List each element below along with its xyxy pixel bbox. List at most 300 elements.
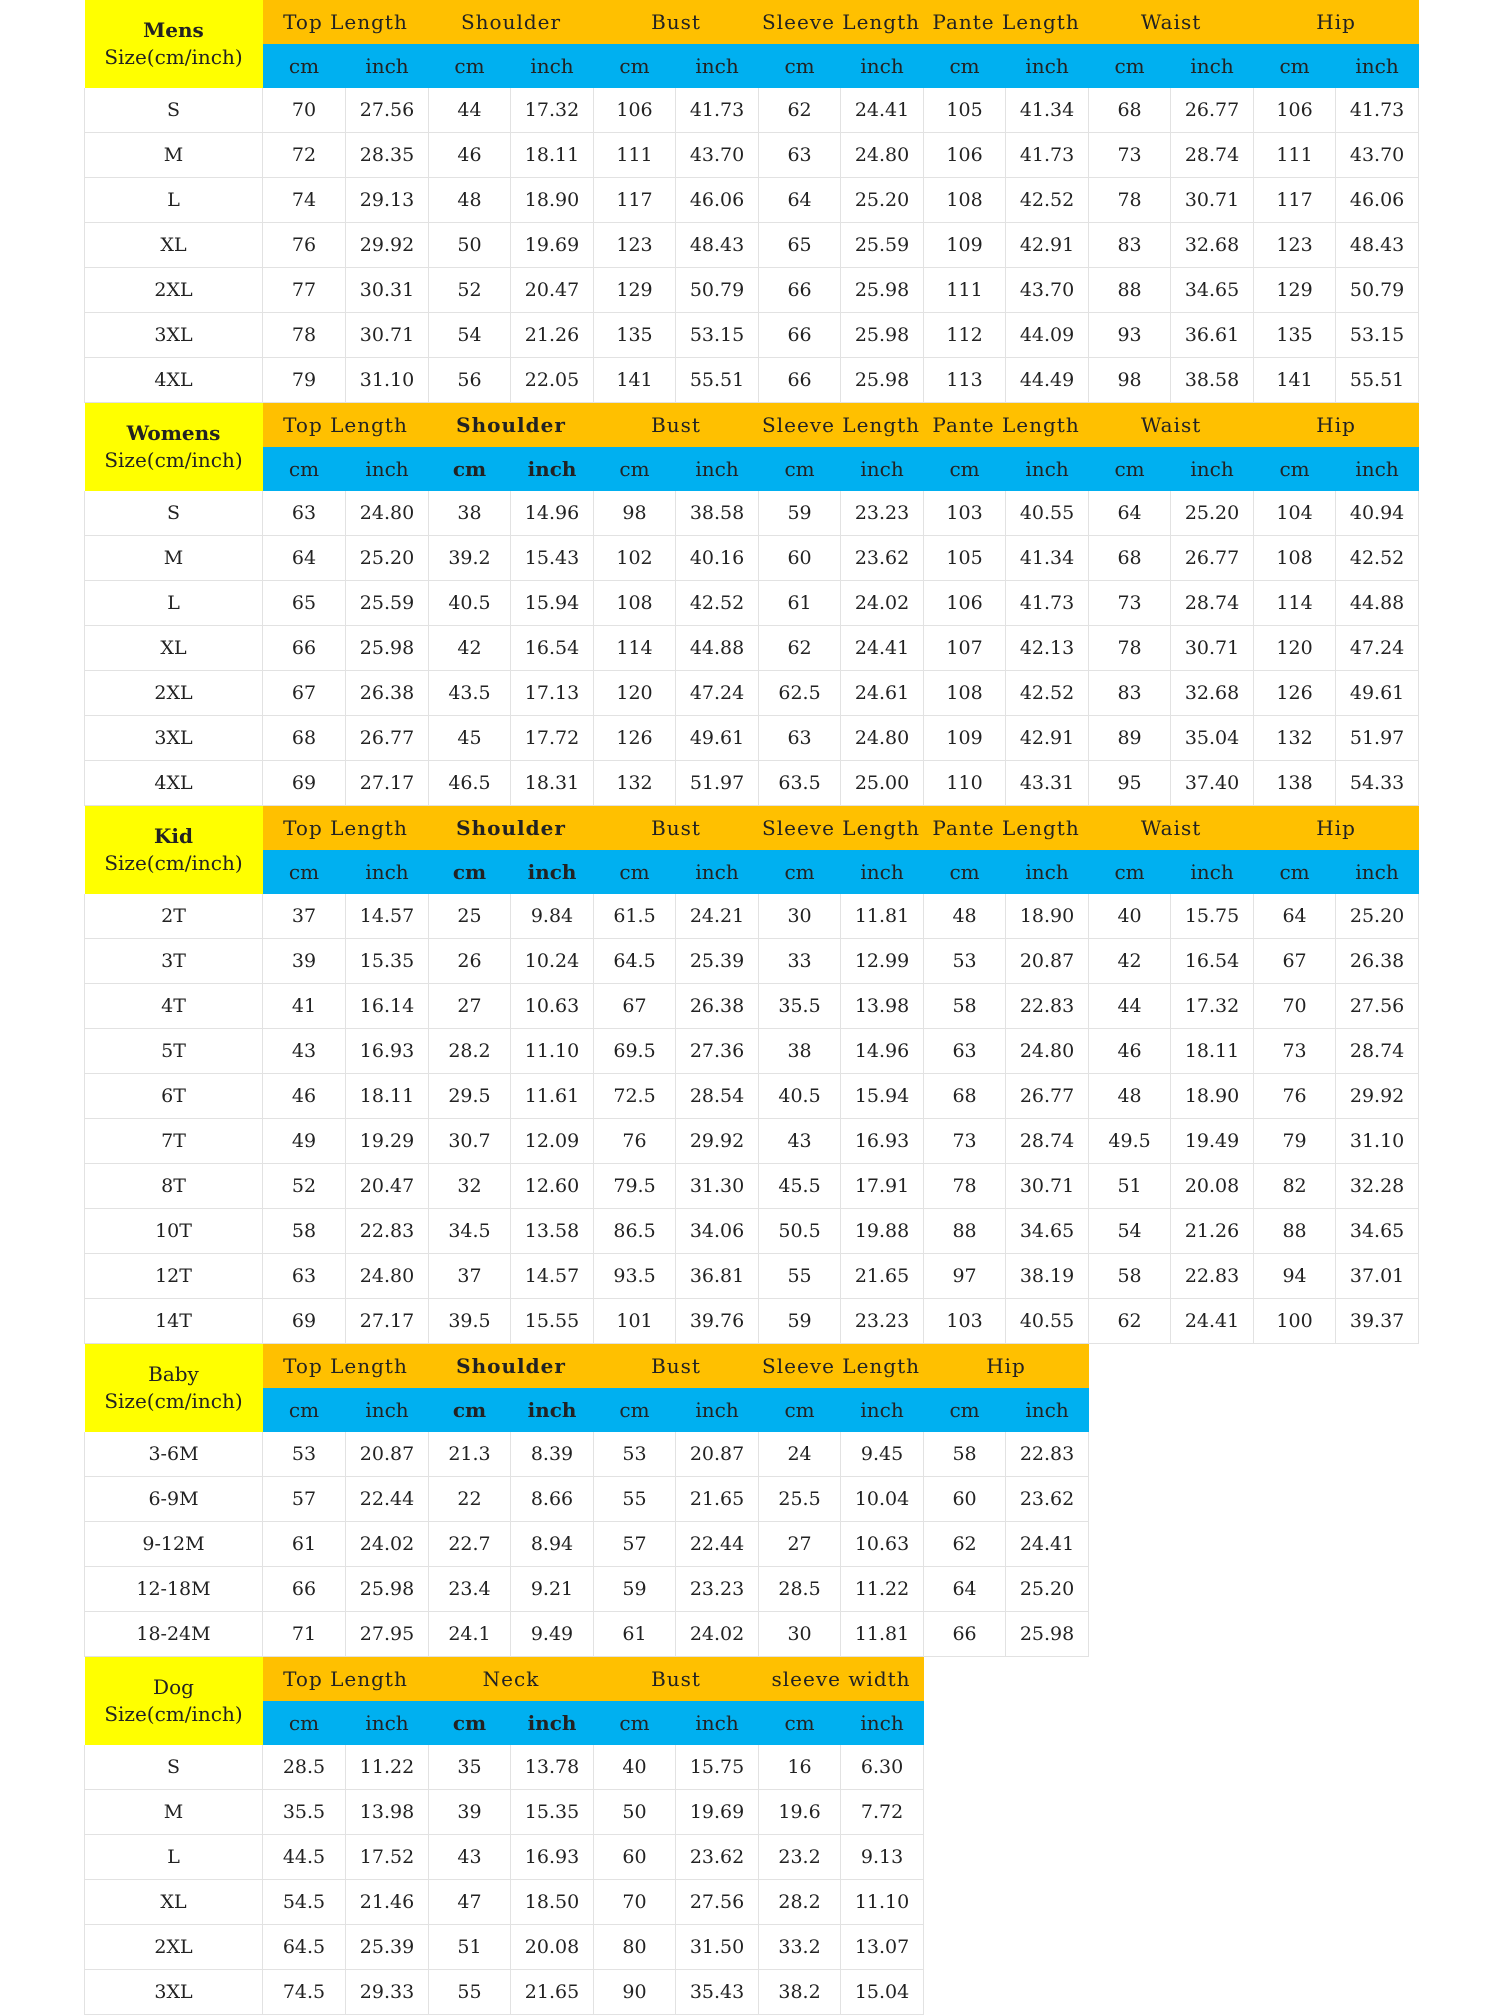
baby-section-title xyxy=(85,1344,263,1433)
empty-cell xyxy=(1171,1657,1254,1702)
kid-section-title xyxy=(85,806,263,895)
empty-cell xyxy=(1006,1745,1089,1790)
measurement-cell: 34.65 xyxy=(1006,1209,1089,1254)
measurement-cell: 38 xyxy=(759,1029,841,1074)
measurement-cell: 27.17 xyxy=(346,761,429,806)
empty-cell xyxy=(1336,1790,1419,1835)
measurement-cell: 27.36 xyxy=(676,1029,759,1074)
unit-header: inch xyxy=(511,44,594,88)
measurement-cell: 16.14 xyxy=(346,984,429,1029)
measurement-cell: 13.98 xyxy=(841,984,924,1029)
measurement-cell: 14.96 xyxy=(511,491,594,536)
empty-cell xyxy=(1254,1970,1336,2015)
womens-header-row xyxy=(85,403,1419,448)
empty-cell xyxy=(1336,1925,1419,1970)
unit-header: inch xyxy=(1171,447,1254,491)
table-row xyxy=(85,1970,1419,2015)
measurement-cell: 23.23 xyxy=(841,491,924,536)
measurement-cell: 43.5 xyxy=(429,671,511,716)
measurement-cell: 31.10 xyxy=(346,358,429,403)
measurement-cell: 17.72 xyxy=(511,716,594,761)
measurement-cell: 83 xyxy=(1089,671,1171,716)
measurement-cell: 108 xyxy=(924,671,1006,716)
measurement-cell: 32.68 xyxy=(1171,671,1254,716)
measurement-cell: 25.39 xyxy=(346,1925,429,1970)
measurement-cell: 46.06 xyxy=(1336,178,1419,223)
measurement-cell: 18.11 xyxy=(511,133,594,178)
measurement-cell: 33 xyxy=(759,939,841,984)
measurement-cell: 48 xyxy=(429,178,511,223)
measurement-cell: 126 xyxy=(1254,671,1336,716)
measurement-cell: 76 xyxy=(263,223,346,268)
unit-header: inch xyxy=(511,447,594,491)
measurement-cell: 74.5 xyxy=(263,1970,346,2015)
size-label: 3T xyxy=(85,939,263,984)
measurement-cell: 61 xyxy=(594,1612,676,1657)
table-row xyxy=(85,1612,1419,1657)
measurement-cell: 25.98 xyxy=(346,626,429,671)
table-row xyxy=(85,716,1419,761)
measurement-cell: 106 xyxy=(924,581,1006,626)
measurement-cell: 28.74 xyxy=(1336,1029,1419,1074)
empty-cell xyxy=(1171,1835,1254,1880)
measurement-cell: 40.55 xyxy=(1006,491,1089,536)
measurement-cell: 24.02 xyxy=(841,581,924,626)
size-label: 2XL xyxy=(85,671,263,716)
table-row xyxy=(85,1567,1419,1612)
unit-header: cm xyxy=(1089,447,1171,491)
measurement-cell: 10.24 xyxy=(511,939,594,984)
measurement-cell: 67 xyxy=(594,984,676,1029)
measurement-cell: 58 xyxy=(263,1209,346,1254)
measurement-cell: 38.2 xyxy=(759,1970,841,2015)
measurement-cell: 103 xyxy=(924,491,1006,536)
measurement-cell: 52 xyxy=(263,1164,346,1209)
measurement-cell: 26.77 xyxy=(1006,1074,1089,1119)
measurement-cell: 28.5 xyxy=(263,1745,346,1790)
measurement-cell: 13.58 xyxy=(511,1209,594,1254)
measurement-cell: 59 xyxy=(594,1567,676,1612)
measurement-cell: 9.45 xyxy=(841,1432,924,1477)
measurement-cell: 28.74 xyxy=(1006,1119,1089,1164)
empty-cell xyxy=(1336,1970,1419,2015)
measurement-cell: 15.43 xyxy=(511,536,594,581)
measurement-cell: 138 xyxy=(1254,761,1336,806)
measurement-cell: 64 xyxy=(263,536,346,581)
measurement-cell: 35.5 xyxy=(759,984,841,1029)
table-row xyxy=(85,178,1419,223)
measurement-cell: 61.5 xyxy=(594,894,676,939)
measurement-cell: 73 xyxy=(1254,1029,1336,1074)
column-header: Top Length xyxy=(263,0,429,44)
size-label: 6T xyxy=(85,1074,263,1119)
measurement-cell: 39 xyxy=(263,939,346,984)
measurement-cell: 35 xyxy=(429,1745,511,1790)
table-row xyxy=(85,133,1419,178)
measurement-cell: 15.55 xyxy=(511,1299,594,1344)
empty-cell xyxy=(1254,1344,1336,1389)
unit-header: inch xyxy=(676,447,759,491)
measurement-cell: 22.83 xyxy=(1006,1432,1089,1477)
unit-header: cm xyxy=(263,44,346,88)
size-label: 3XL xyxy=(85,313,263,358)
measurement-cell: 68 xyxy=(1089,88,1171,133)
measurement-cell: 51.97 xyxy=(1336,716,1419,761)
unit-header: inch xyxy=(1336,447,1419,491)
measurement-cell: 90 xyxy=(594,1970,676,2015)
size-label: 3XL xyxy=(85,716,263,761)
measurement-cell: 95 xyxy=(1089,761,1171,806)
measurement-cell: 123 xyxy=(1254,223,1336,268)
measurement-cell: 27 xyxy=(759,1522,841,1567)
size-label: 6-9M xyxy=(85,1477,263,1522)
measurement-cell: 20.47 xyxy=(346,1164,429,1209)
empty-cell xyxy=(1171,1880,1254,1925)
measurement-cell: 24 xyxy=(759,1432,841,1477)
measurement-cell: 38 xyxy=(429,491,511,536)
empty-cell xyxy=(1089,1612,1171,1657)
measurement-cell: 111 xyxy=(924,268,1006,313)
column-header: Sleeve Length xyxy=(759,0,924,44)
empty-cell xyxy=(1254,1657,1336,1702)
empty-cell xyxy=(924,1880,1006,1925)
section-unit-note: Size(cm/inch) xyxy=(104,45,243,69)
measurement-cell: 63 xyxy=(924,1029,1006,1074)
table-row xyxy=(85,1432,1419,1477)
empty-cell xyxy=(1089,1344,1171,1389)
measurement-cell: 37.01 xyxy=(1336,1254,1419,1299)
table-row xyxy=(85,223,1419,268)
measurement-cell: 40 xyxy=(1089,894,1171,939)
measurement-cell: 25.59 xyxy=(841,223,924,268)
measurement-cell: 15.75 xyxy=(676,1745,759,1790)
column-header: Bust xyxy=(594,0,759,44)
size-label: 10T xyxy=(85,1209,263,1254)
measurement-cell: 46 xyxy=(1089,1029,1171,1074)
measurement-cell: 65 xyxy=(759,223,841,268)
size-label: 18-24M xyxy=(85,1612,263,1657)
measurement-cell: 25.20 xyxy=(1006,1567,1089,1612)
table-row xyxy=(85,984,1419,1029)
measurement-cell: 41.34 xyxy=(1006,88,1089,133)
measurement-cell: 50.79 xyxy=(1336,268,1419,313)
column-header: Shoulder xyxy=(429,0,594,44)
table-row xyxy=(85,88,1419,133)
measurement-cell: 8.39 xyxy=(511,1432,594,1477)
measurement-cell: 50.79 xyxy=(676,268,759,313)
measurement-cell: 10.04 xyxy=(841,1477,924,1522)
unit-header: cm xyxy=(1254,44,1336,88)
measurement-cell: 15.94 xyxy=(841,1074,924,1119)
measurement-cell: 35.43 xyxy=(676,1970,759,2015)
measurement-cell: 26.77 xyxy=(346,716,429,761)
measurement-cell: 20.08 xyxy=(1171,1164,1254,1209)
measurement-cell: 66 xyxy=(924,1612,1006,1657)
section-name: Mens xyxy=(143,18,204,42)
column-header: Shoulder xyxy=(429,403,594,448)
empty-cell xyxy=(1089,1835,1171,1880)
measurement-cell: 21.26 xyxy=(1171,1209,1254,1254)
size-label: 7T xyxy=(85,1119,263,1164)
measurement-cell: 60 xyxy=(759,536,841,581)
measurement-cell: 20.87 xyxy=(676,1432,759,1477)
measurement-cell: 15.04 xyxy=(841,1970,924,2015)
measurement-cell: 62.5 xyxy=(759,671,841,716)
size-label: 4T xyxy=(85,984,263,1029)
table-row xyxy=(85,268,1419,313)
unit-header: inch xyxy=(676,850,759,894)
measurement-cell: 46.06 xyxy=(676,178,759,223)
column-header: sleeve width xyxy=(759,1657,924,1702)
measurement-cell: 39 xyxy=(429,1790,511,1835)
measurement-cell: 65 xyxy=(263,581,346,626)
measurement-cell: 48.43 xyxy=(1336,223,1419,268)
measurement-cell: 31.30 xyxy=(676,1164,759,1209)
measurement-cell: 73 xyxy=(924,1119,1006,1164)
table-row xyxy=(85,1477,1419,1522)
measurement-cell: 22 xyxy=(429,1477,511,1522)
size-label: 8T xyxy=(85,1164,263,1209)
measurement-cell: 28.2 xyxy=(429,1029,511,1074)
measurement-cell: 47 xyxy=(429,1880,511,1925)
unit-header: cm xyxy=(924,1388,1006,1432)
measurement-cell: 43 xyxy=(263,1029,346,1074)
measurement-cell: 72.5 xyxy=(594,1074,676,1119)
unit-header: cm xyxy=(429,44,511,88)
column-header: Top Length xyxy=(263,403,429,448)
measurement-cell: 79.5 xyxy=(594,1164,676,1209)
measurement-cell: 61 xyxy=(263,1522,346,1567)
measurement-cell: 70 xyxy=(594,1880,676,1925)
measurement-cell: 29.92 xyxy=(346,223,429,268)
measurement-cell: 7.72 xyxy=(841,1790,924,1835)
measurement-cell: 62 xyxy=(924,1522,1006,1567)
empty-cell xyxy=(1006,1970,1089,2015)
measurement-cell: 24.80 xyxy=(1006,1029,1089,1074)
measurement-cell: 57 xyxy=(594,1522,676,1567)
measurement-cell: 44 xyxy=(1089,984,1171,1029)
measurement-cell: 32.68 xyxy=(1171,223,1254,268)
table-row xyxy=(85,491,1419,536)
measurement-cell: 29.92 xyxy=(1336,1074,1419,1119)
table-row xyxy=(85,581,1419,626)
measurement-cell: 43.70 xyxy=(1336,133,1419,178)
empty-cell xyxy=(924,1745,1006,1790)
measurement-cell: 34.06 xyxy=(676,1209,759,1254)
measurement-cell: 25.00 xyxy=(841,761,924,806)
measurement-cell: 53 xyxy=(924,939,1006,984)
size-label: 2T xyxy=(85,894,263,939)
measurement-cell: 104 xyxy=(1254,491,1336,536)
measurement-cell: 63 xyxy=(759,133,841,178)
measurement-cell: 17.32 xyxy=(511,88,594,133)
measurement-cell: 26 xyxy=(429,939,511,984)
measurement-cell: 141 xyxy=(1254,358,1336,403)
measurement-cell: 46.5 xyxy=(429,761,511,806)
baby-header-row xyxy=(85,1344,1419,1389)
measurement-cell: 41.73 xyxy=(676,88,759,133)
measurement-cell: 108 xyxy=(1254,536,1336,581)
measurement-cell: 49.61 xyxy=(676,716,759,761)
measurement-cell: 9.13 xyxy=(841,1835,924,1880)
measurement-cell: 23.23 xyxy=(676,1567,759,1612)
size-label: 4XL xyxy=(85,358,263,403)
unit-header: inch xyxy=(676,1701,759,1745)
unit-header: inch xyxy=(346,1701,429,1745)
measurement-cell: 18.11 xyxy=(346,1074,429,1119)
empty-cell xyxy=(1171,1522,1254,1567)
measurement-cell: 21.65 xyxy=(511,1970,594,2015)
table-row xyxy=(85,1209,1419,1254)
measurement-cell: 31.10 xyxy=(1336,1119,1419,1164)
unit-header: inch xyxy=(676,1388,759,1432)
column-header: Hip xyxy=(1254,806,1419,851)
measurement-cell: 88 xyxy=(1254,1209,1336,1254)
measurement-cell: 27 xyxy=(429,984,511,1029)
measurement-cell: 48 xyxy=(924,894,1006,939)
measurement-cell: 41 xyxy=(263,984,346,1029)
measurement-cell: 105 xyxy=(924,536,1006,581)
empty-cell xyxy=(924,1835,1006,1880)
empty-cell xyxy=(1254,1477,1336,1522)
column-header: Bust xyxy=(594,1657,759,1702)
measurement-cell: 44.5 xyxy=(263,1835,346,1880)
measurement-cell: 24.80 xyxy=(841,133,924,178)
measurement-cell: 132 xyxy=(1254,716,1336,761)
empty-cell xyxy=(1336,1388,1419,1432)
measurement-cell: 17.91 xyxy=(841,1164,924,1209)
measurement-cell: 22.05 xyxy=(511,358,594,403)
measurement-cell: 78 xyxy=(924,1164,1006,1209)
measurement-cell: 23.4 xyxy=(429,1567,511,1612)
measurement-cell: 43.70 xyxy=(676,133,759,178)
size-label: XL xyxy=(85,1880,263,1925)
measurement-cell: 88 xyxy=(924,1209,1006,1254)
measurement-cell: 30.71 xyxy=(346,313,429,358)
measurement-cell: 36.81 xyxy=(676,1254,759,1299)
measurement-cell: 24.02 xyxy=(346,1522,429,1567)
unit-header: cm xyxy=(1254,447,1336,491)
measurement-cell: 43.70 xyxy=(1006,268,1089,313)
unit-header: inch xyxy=(1006,850,1089,894)
empty-cell xyxy=(1006,1880,1089,1925)
measurement-cell: 17.52 xyxy=(346,1835,429,1880)
measurement-cell: 37 xyxy=(429,1254,511,1299)
measurement-cell: 88 xyxy=(1089,268,1171,313)
measurement-cell: 66 xyxy=(759,313,841,358)
empty-cell xyxy=(924,1925,1006,1970)
section-unit-note: Size(cm/inch) xyxy=(104,448,243,472)
measurement-cell: 98 xyxy=(594,491,676,536)
measurement-cell: 28.74 xyxy=(1171,133,1254,178)
measurement-cell: 120 xyxy=(594,671,676,716)
size-label: S xyxy=(85,491,263,536)
table-row xyxy=(85,1299,1419,1344)
measurement-cell: 108 xyxy=(924,178,1006,223)
empty-cell xyxy=(924,1790,1006,1835)
measurement-cell: 40 xyxy=(594,1745,676,1790)
empty-cell xyxy=(1254,1835,1336,1880)
unit-header: cm xyxy=(263,1388,346,1432)
empty-cell xyxy=(1254,1388,1336,1432)
measurement-cell: 108 xyxy=(594,581,676,626)
measurement-cell: 40.94 xyxy=(1336,491,1419,536)
measurement-cell: 24.02 xyxy=(676,1612,759,1657)
unit-header: inch xyxy=(1006,447,1089,491)
column-header: Hip xyxy=(1254,403,1419,448)
measurement-cell: 132 xyxy=(594,761,676,806)
measurement-cell: 61 xyxy=(759,581,841,626)
measurement-cell: 18.11 xyxy=(1171,1029,1254,1074)
measurement-cell: 34.65 xyxy=(1336,1209,1419,1254)
measurement-cell: 30.7 xyxy=(429,1119,511,1164)
measurement-cell: 34.5 xyxy=(429,1209,511,1254)
unit-header: cm xyxy=(429,850,511,894)
measurement-cell: 64 xyxy=(1089,491,1171,536)
measurement-cell: 123 xyxy=(594,223,676,268)
empty-cell xyxy=(1254,1522,1336,1567)
column-header: Bust xyxy=(594,403,759,448)
measurement-cell: 66 xyxy=(263,1567,346,1612)
measurement-cell: 55.51 xyxy=(1336,358,1419,403)
measurement-cell: 35.04 xyxy=(1171,716,1254,761)
unit-header: cm xyxy=(759,850,841,894)
column-header: Pante Length xyxy=(924,403,1089,448)
measurement-cell: 42 xyxy=(1089,939,1171,984)
measurement-cell: 29.92 xyxy=(676,1119,759,1164)
empty-cell xyxy=(1171,1790,1254,1835)
size-chart-table xyxy=(84,0,1419,2015)
measurement-cell: 19.6 xyxy=(759,1790,841,1835)
size-label: 9-12M xyxy=(85,1522,263,1567)
measurement-cell: 40.16 xyxy=(676,536,759,581)
measurement-cell: 16.54 xyxy=(511,626,594,671)
table-row xyxy=(85,1925,1419,1970)
empty-cell xyxy=(1089,1477,1171,1522)
unit-header: cm xyxy=(594,447,676,491)
measurement-cell: 44.88 xyxy=(1336,581,1419,626)
measurement-cell: 72 xyxy=(263,133,346,178)
unit-header: inch xyxy=(346,850,429,894)
measurement-cell: 39.76 xyxy=(676,1299,759,1344)
measurement-cell: 67 xyxy=(263,671,346,716)
unit-header: inch xyxy=(1336,44,1419,88)
empty-cell xyxy=(1336,1344,1419,1389)
size-label: L xyxy=(85,581,263,626)
measurement-cell: 66 xyxy=(759,358,841,403)
section-unit-note: Size(cm/inch) xyxy=(104,1702,243,1726)
measurement-cell: 103 xyxy=(924,1299,1006,1344)
measurement-cell: 94 xyxy=(1254,1254,1336,1299)
measurement-cell: 6.30 xyxy=(841,1745,924,1790)
section-name: Baby xyxy=(148,1362,199,1386)
measurement-cell: 8.66 xyxy=(511,1477,594,1522)
measurement-cell: 50 xyxy=(594,1790,676,1835)
measurement-cell: 11.81 xyxy=(841,1612,924,1657)
dog-unit-row xyxy=(85,1701,1419,1745)
measurement-cell: 129 xyxy=(594,268,676,313)
unit-header: cm xyxy=(924,447,1006,491)
empty-cell xyxy=(1089,1432,1171,1477)
empty-cell xyxy=(1171,1477,1254,1522)
measurement-cell: 98 xyxy=(1089,358,1171,403)
unit-header: cm xyxy=(263,850,346,894)
measurement-cell: 109 xyxy=(924,223,1006,268)
size-label: XL xyxy=(85,223,263,268)
measurement-cell: 67 xyxy=(1254,939,1336,984)
empty-cell xyxy=(1171,1745,1254,1790)
measurement-cell: 55 xyxy=(759,1254,841,1299)
